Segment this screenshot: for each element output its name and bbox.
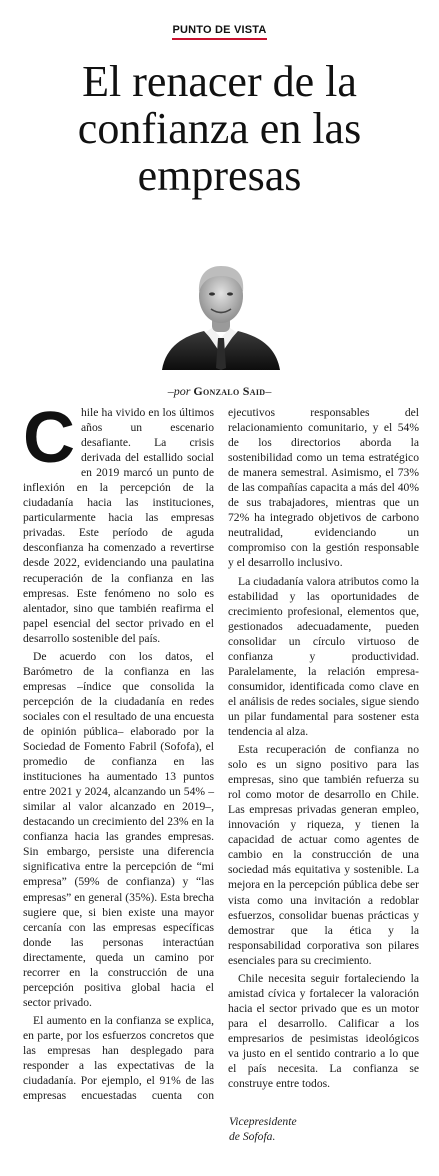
byline-suffix: – bbox=[265, 384, 272, 398]
author-role-line-1: Vicepresidente bbox=[229, 1115, 297, 1128]
article-body bbox=[23, 398, 419, 1140]
byline bbox=[0, 384, 439, 399]
author-role bbox=[229, 1114, 419, 1144]
section-label-text: PUNTO DE VISTA bbox=[172, 24, 266, 40]
author-role-line-2: de Sofofa. bbox=[229, 1130, 276, 1143]
author-photo bbox=[160, 258, 282, 370]
headline: El renacer de la confianza en las empresas bbox=[77, 57, 362, 200]
article-paragraph: El aumento en la confianza se explica, en parte, por los esfuerzos concretos que las empresas han desplegado para responder a las expectativas de la ciudadanía. Por ejemplo, el 91% de las empresas encuestadas cuenta con ejecutivos responsables del relacionamiento comunitario, y el 54% de los directorios aborda la sostenibilidad como un tema estratégico de manera semestral. Asimismo, el 73% de las compañías capacita a más del 40% de sus trabajadores, mientras que un 72% ha integrado objetivos de carbono neutralidad, evidenciando un compromiso con la gestión responsable y el desarrollo inclusivo. bbox=[23, 406, 419, 1103]
paragraph-text: hile ha vivido en los últimos años un escenario desafiante. La crisis derivada del estallido social en 2019 marcó un punto de inflexión en la percepción de la ciudadanía hacia las instituciones, particularmente hacia las empresas privadas. Este período de aguda desconfianza ha comenzado a revertirse desde 2022, evidenciando una paulatina recuperación de la confianza en las empresas. Este fenómeno no solo es alentador, sino que también reafirma el papel esencial del sector privado en el desarrollo sostenible del país. bbox=[23, 406, 214, 645]
article-paragraph: Chile necesita seguir fortaleciendo la amistad cívica y fortalecer la valoración hacia el sector privado que es un motor para el desarrollo. Calificar a los empresarios de pesimistas ideológicos va justo en el sentido contrario a lo que el país necesita. La confianza se construye entre todos. bbox=[228, 971, 419, 1091]
author-name: Gonzalo Said bbox=[193, 384, 266, 398]
article-paragraph: La ciudadanía valora atributos como la estabilidad y las oportunidades de crecimiento profesional, elementos que, gestionados adecuadamente, pueden consolidar un círculo virtuoso de confianza y productividad. Paralelamente, la relación empresa-consumidor, identificada como clave en el análisis de redes sociales, sigue siendo un pilar fundamental para sostener esta tendencia al alza. bbox=[228, 574, 419, 738]
article-paragraph bbox=[23, 398, 214, 646]
byline-prefix: –por bbox=[167, 384, 191, 398]
drop-cap: C bbox=[23, 398, 75, 478]
article-paragraph: Esta recuperación de confianza no solo es un signo positivo para las empresas, sino que también refuerza su rol como motor de desarrollo en Chile. Las empresas privadas generan empleo, innovación y riqueza, y tienen la capacidad de actuar como agentes de cambio en la construcción de una sociedad más equitativa y sostenible. La mejora en la percepción pública debe ser vista como una invitación a redoblar esfuerzos, consolidar buenas prácticas y demostrar que la ética y la responsabilidad corporativa son pilares esenciales para su crecimiento. bbox=[228, 743, 419, 967]
article-paragraph: De acuerdo con los datos, el Barómetro de la confianza en las empresas –índice que consolida la percepción de la ciudadanía en redes sociales con el resultado de una encuesta de opinión pública– elaborado por la Sociedad de Fomento Fabril (Sofofa), el promedio de confianza en las instituciones ha aumentado 13 puntos entre 2021 y 2024, alcanzando un 54% –similar al valor alcanzado en 2019–, destacando un crecimiento del 23% en la confianza hacia las grandes empresas. Sin embargo, persiste una diferencia significativa entre la percepción de “mi empresa” (59% de confianza) y “las empresas” en general (35%). Esta brecha sugiere que, si bien existe una mayor cercanía con las empresas específicas donde las personas interactúan directamente, queda un camino por recorrer en la construcción de una percepción positiva global hacia el sector privado. bbox=[23, 649, 214, 1009]
section-label bbox=[0, 24, 439, 36]
